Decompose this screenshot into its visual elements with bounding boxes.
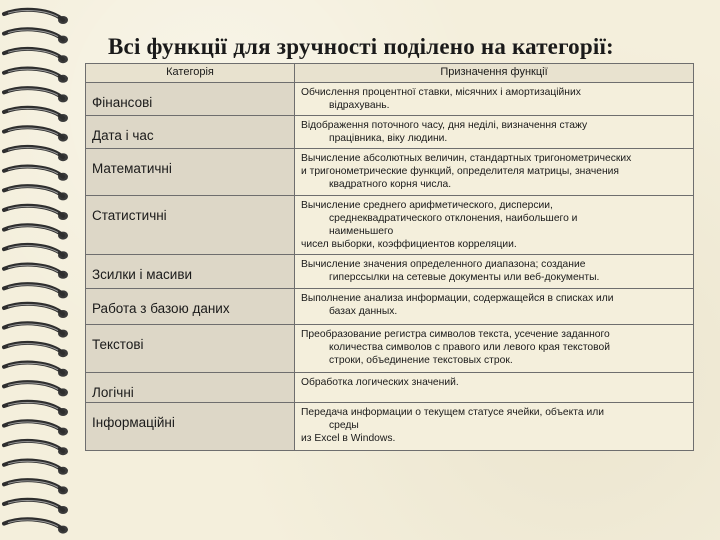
- table-header-row: [86, 64, 694, 83]
- binding-ring: [4, 245, 68, 259]
- binding-ring: [4, 363, 68, 377]
- purpose-cell: [295, 83, 694, 116]
- functions-table: [85, 63, 694, 451]
- category-cell: Інформаційні: [86, 403, 295, 451]
- table-body: [86, 83, 694, 451]
- purpose-line: чисел выборки, коэффициентов корреляции.: [301, 239, 517, 250]
- purpose-line: строки, объединение текстовых строк.: [329, 355, 513, 366]
- binding-ring: [4, 127, 68, 141]
- binding-ring: [4, 88, 68, 102]
- table-row: [86, 403, 694, 451]
- binding-ring: [4, 382, 68, 396]
- binding-ring: [4, 461, 68, 475]
- binding-ring: [4, 69, 68, 83]
- purpose-line: Вычисление среднего арифметического, дисперсии,: [301, 200, 553, 211]
- binding-ring: [4, 108, 68, 122]
- purpose-cell: [295, 149, 694, 196]
- table-row: [86, 196, 694, 255]
- binding-ring: [4, 480, 68, 494]
- binding-ring: [4, 167, 68, 181]
- binding-ring: [4, 500, 68, 514]
- purpose-line: наименьшего: [329, 226, 394, 237]
- category-cell: Логічні: [86, 373, 295, 403]
- purpose-line: и тригонометрические функций, определителя матрицы, значения: [301, 166, 619, 177]
- table-row: [86, 325, 694, 373]
- purpose-line: працівника, віку людини.: [329, 133, 448, 144]
- purpose-line: из Excel в Windows.: [301, 433, 396, 444]
- purpose-cell: [295, 403, 694, 451]
- table-row: [86, 149, 694, 196]
- binding-ring: [4, 186, 68, 200]
- column-header-purpose: Призначення функції: [295, 64, 694, 83]
- purpose-cell: [295, 255, 694, 289]
- table-row: [86, 116, 694, 149]
- purpose-cell: [295, 373, 694, 403]
- purpose-line: квадратного корня числа.: [329, 179, 452, 190]
- table-row: [86, 289, 694, 325]
- binding-ring: [4, 304, 68, 318]
- purpose-line: базах данных.: [329, 306, 398, 317]
- binding-ring: [4, 29, 68, 43]
- binding-ring: [4, 284, 68, 298]
- category-cell: Математичні: [86, 149, 295, 196]
- purpose-line: Обчислення процентної ставки, місячних і амортизаційних: [301, 87, 581, 98]
- purpose-line: Відображення поточного часу, дня неділі, визначення стажу: [301, 120, 588, 131]
- purpose-line: гиперссылки на сетевые документы или веб-документы.: [329, 272, 600, 283]
- purpose-line: Передача информации о текущем статусе ячейки, объекта или: [301, 407, 604, 418]
- category-cell: Фінансові: [86, 83, 295, 116]
- table-row: [86, 373, 694, 403]
- table-row: [86, 83, 694, 116]
- column-header-category: Категорія: [86, 64, 295, 83]
- purpose-line: відрахувань.: [329, 100, 390, 111]
- binding-ring: [4, 519, 68, 533]
- binding-ring: [4, 421, 68, 435]
- binding-ring: [4, 10, 68, 24]
- table-row: [86, 255, 694, 289]
- binding-ring: [4, 441, 68, 455]
- purpose-line: количества символов с правого или левого края текстовой: [329, 342, 610, 353]
- purpose-line: Вычисление абсолютных величин, стандартных тригонометрических: [301, 153, 632, 164]
- purpose-line: Вычисление значения определенного диапазона; создание: [301, 259, 586, 270]
- binding-ring: [4, 206, 68, 220]
- binding-ring: [4, 49, 68, 63]
- binding-ring: [4, 402, 68, 416]
- category-cell: Дата і час: [86, 116, 295, 149]
- purpose-cell: [295, 116, 694, 149]
- purpose-line: Выполнение анализа информации, содержащейся в списках или: [301, 293, 614, 304]
- purpose-cell: [295, 325, 694, 373]
- purpose-cell: [295, 196, 694, 255]
- category-cell: Статистичні: [86, 196, 295, 255]
- purpose-line: среды: [329, 420, 359, 431]
- category-cell: Работа з базою даних: [86, 289, 295, 325]
- category-cell: Текстові: [86, 325, 295, 373]
- purpose-line: среднеквадратического отклонения, наибольшего и: [329, 213, 578, 224]
- spiral-binding: [0, 0, 78, 540]
- purpose-line: Обработка логических значений.: [301, 377, 459, 388]
- category-cell: Зсилки і масиви: [86, 255, 295, 289]
- page-title: Всі функції для зручності поділено на категорії:: [108, 34, 614, 59]
- binding-ring: [4, 225, 68, 239]
- binding-ring: [4, 323, 68, 337]
- purpose-line: Преобразование регистра символов текста, усечение заданного: [301, 329, 610, 340]
- binding-ring: [4, 343, 68, 357]
- purpose-cell: [295, 289, 694, 325]
- binding-ring: [4, 147, 68, 161]
- binding-ring: [4, 265, 68, 279]
